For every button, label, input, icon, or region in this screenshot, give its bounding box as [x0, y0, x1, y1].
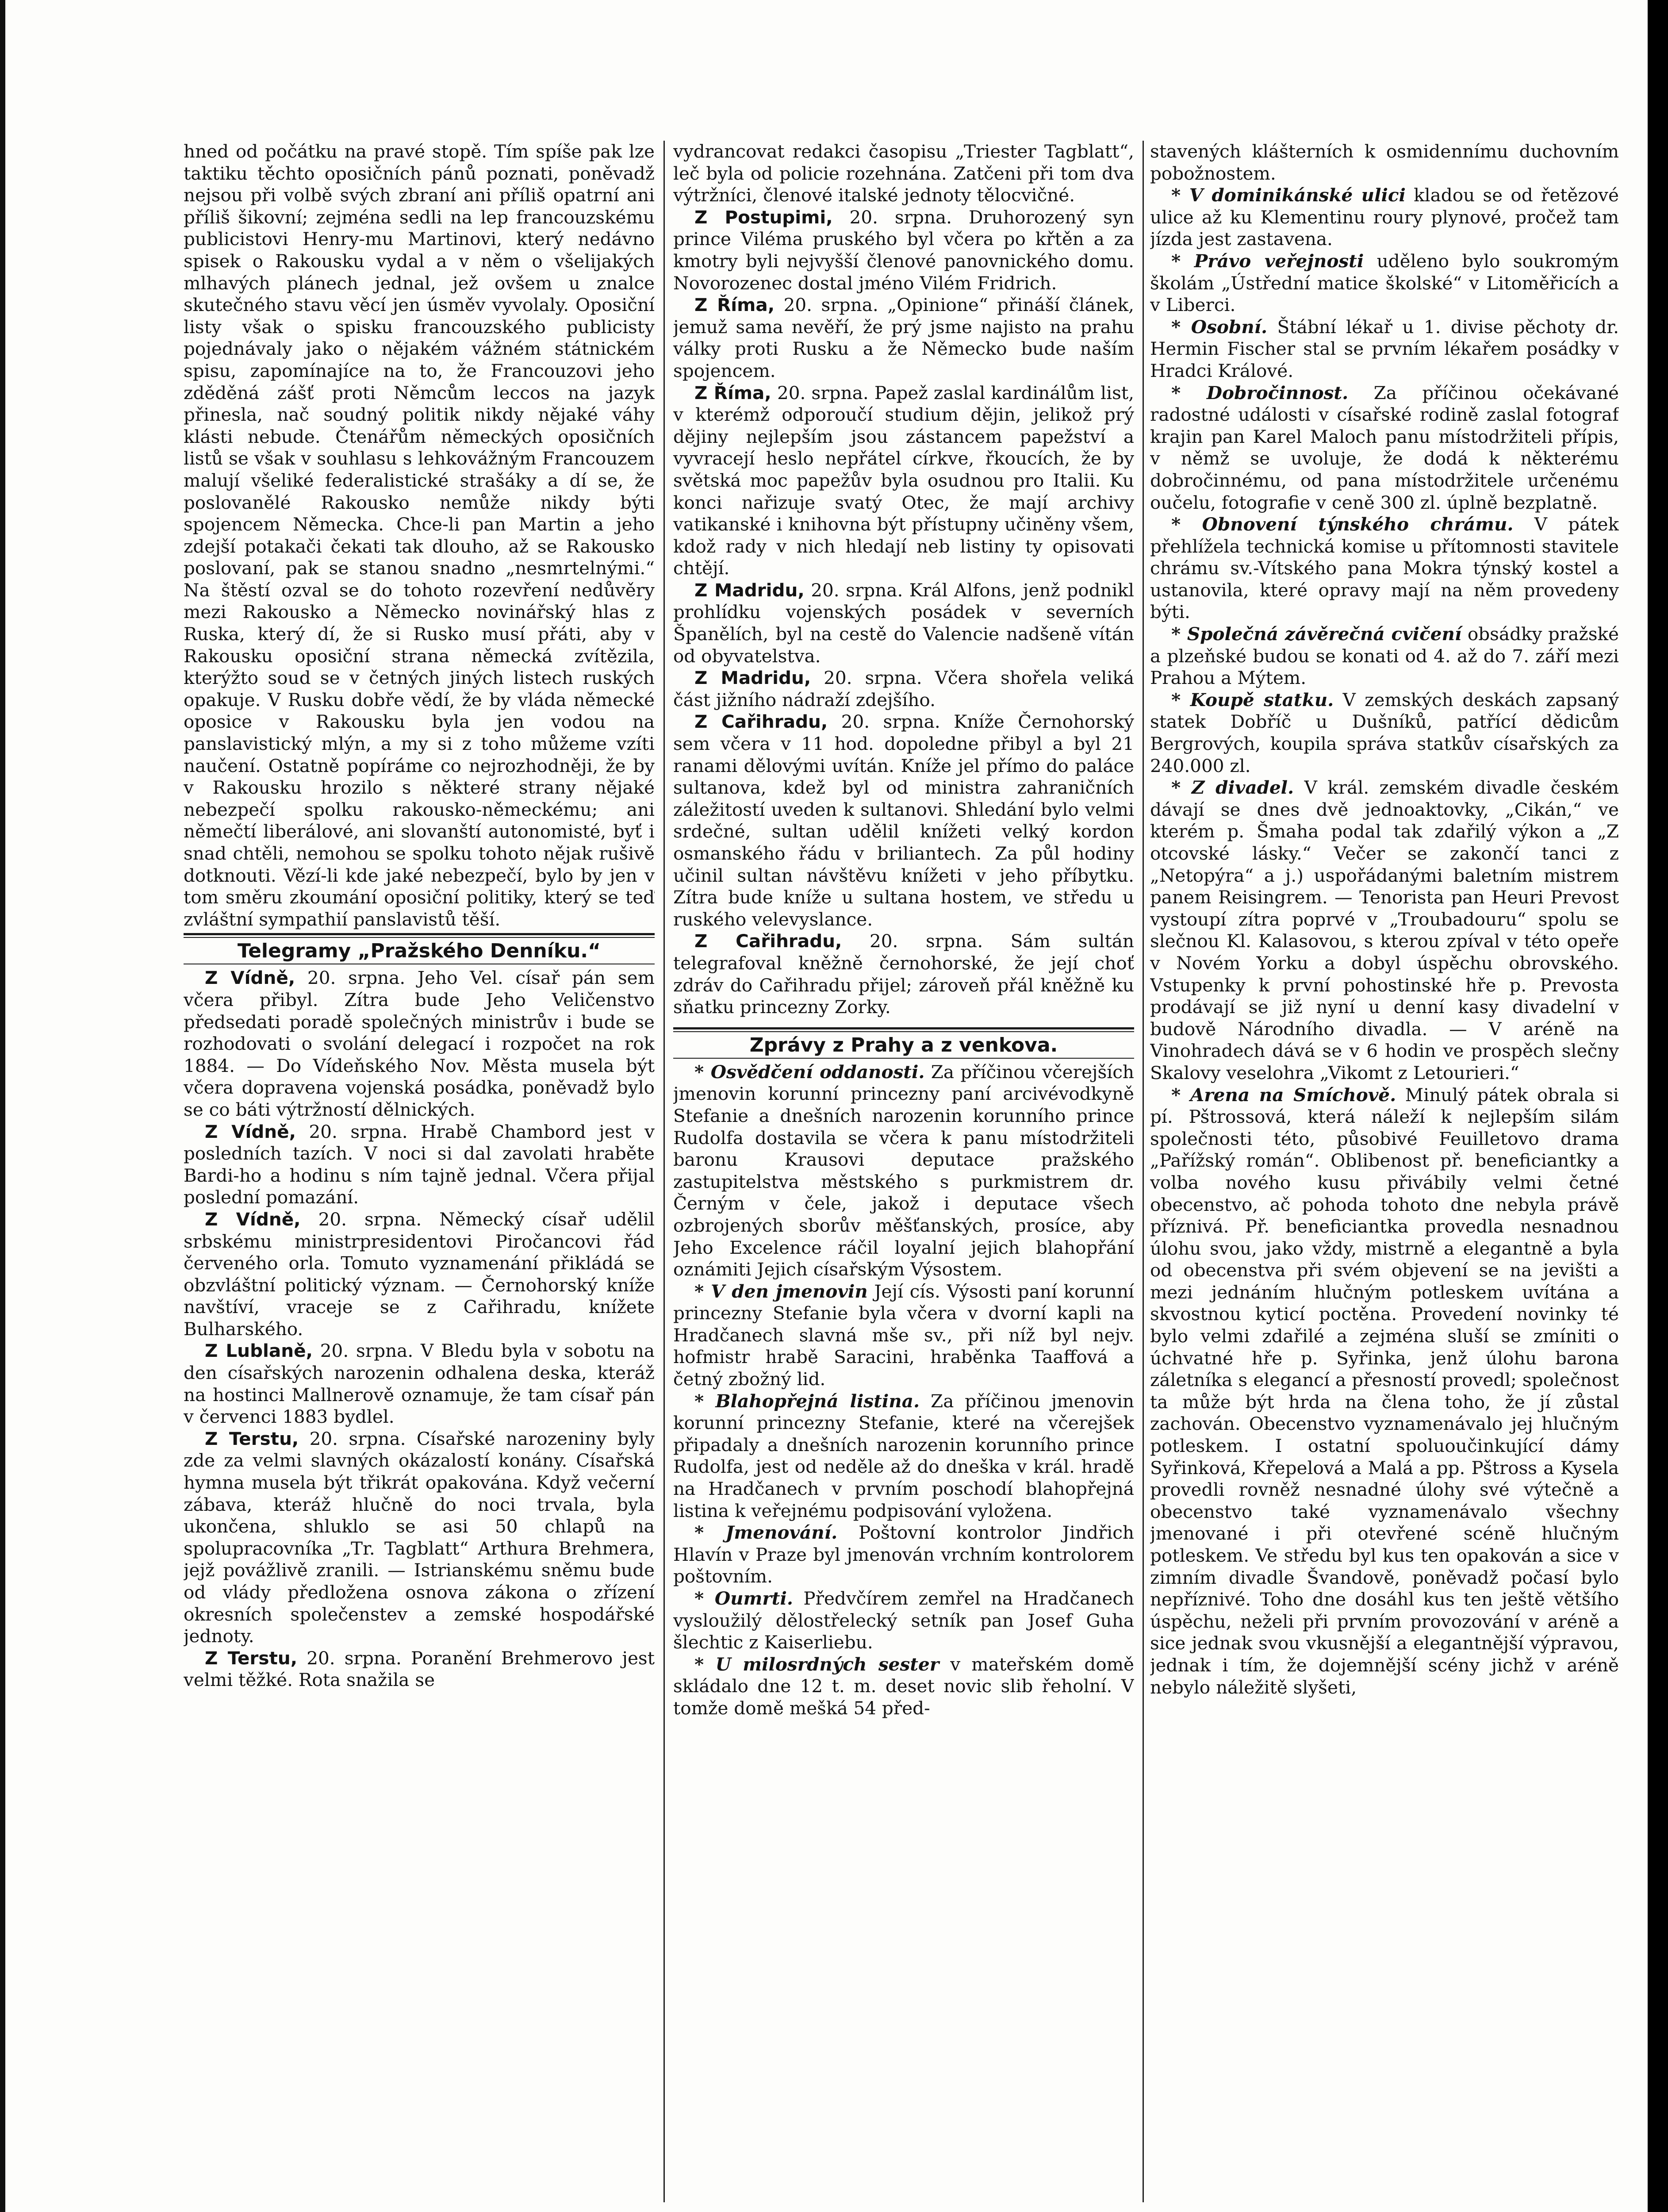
news-item-lead: * Oumrti.	[694, 1588, 793, 1609]
section-rule-bottom	[673, 1058, 1134, 1059]
news-item	[1150, 382, 1619, 514]
telegram-item	[673, 711, 1134, 930]
telegram-item-text: 20. srpna. Sám sultán telegrafoval kněžně černohorské, že její choť zdráv do Cařihradu přijel; zároveň přál kněžně ku sňatku princezny Zorky.	[673, 930, 1134, 1018]
news-item	[673, 1654, 1134, 1720]
scan-right-border	[1648, 0, 1668, 2212]
telegram-item	[184, 1340, 655, 1428]
telegram-item-text: 20. srpna. Německý císař udělil srbskému ministrpresidentovi Piročancovi řád červeného orla. Tomuto vyznamenání přikládá se obzvláštní politický význam. — Černohorský kníže navštíví, vraceje se z Cařihradu, knížete Bulharského.	[184, 1208, 655, 1340]
telegram-item-lead: Z Vídně,	[205, 1121, 296, 1142]
news-item-lead: * Blahopřejná listina.	[694, 1390, 920, 1412]
news-item	[1150, 250, 1619, 316]
news-item-lead: * Dobročinnost.	[1171, 382, 1349, 403]
local-news-list	[673, 1061, 1134, 1720]
scan-left-edge	[0, 0, 5, 2212]
news-item-lead: * Arena na Smíchově.	[1171, 1084, 1396, 1106]
telegram-item-lead: Z Cařihradu,	[694, 930, 842, 952]
telegram-item-lead: Z Vídně,	[205, 1208, 301, 1230]
telegram-item	[673, 667, 1134, 711]
news-item	[1150, 316, 1619, 382]
news-item-lead: * Osvědčení oddanosti.	[694, 1061, 925, 1083]
telegram-item	[184, 967, 655, 1121]
telegram-item-text: 20. srpna. Kníže Černohorský sem včera v 11 hod. dopoledne přibyl a byl 21 ranami dělovými uvítán. Kníže jel přímo do paláce sultanova, kdež byl od ministra zahraničních záležitostí uveden k sultanovi. Shledání bylo velmi srdečné, sultan udělil knížeti velký kordon osmanského řádu v briliantech. Za půl hodiny učinil sultan návštěvu knížeti v jeho příbytku. Zítra bude kníže u sultana hostem, ve středu u ruského velevyslance.	[673, 711, 1134, 930]
news-item	[1150, 184, 1619, 250]
news-item	[673, 1588, 1134, 1654]
telegram-list-continued	[673, 141, 1134, 1018]
telegram-item	[184, 1647, 655, 1691]
column-rule-1	[663, 141, 665, 2202]
telegrams-heading: Telegramy „Pražského Denníku.“	[237, 940, 601, 963]
column-3	[1150, 141, 1619, 2193]
telegram-item-text: 20. srpna. V Bledu byla v sobotu na den císařských narozenin odhalena deska, kteráž na hostinci Mallnerově oznamuje, že tam císař pán v červenci 1883 bydlel.	[184, 1340, 655, 1428]
telegram-item	[184, 1209, 655, 1340]
news-item-lead: * Jmenování.	[694, 1522, 838, 1544]
telegram-item-lead: Z Říma,	[694, 382, 771, 403]
news-item-text: kladou se od řetězové ulice až ku Klementinu roury plynové, pročež tam jízda jest zastavena.	[1150, 184, 1619, 250]
news-item-text: obsádky pražské a plzeňské budou se konati od 4. až do 7. září mezi Prahou a Mýtem.	[1150, 623, 1619, 689]
article-intro: hned od počátku na pravé stopě. Tím spíše pak lze taktiku těchto oposičních pánů poznati, poněvadž nejsou při volbě svých zbraní ani příliš opatrní ani příliš šikovní; zejména sedli na lep francouzskému publicistovi Henry-mu Martinovi, který nedávno spisek o Rakousku vydal a v něm o všelijakých mlhavých plánech jednal, jež ovšem u znalce skutečného stavu věcí jen úsměv vyvolaly. Oposiční listy však o spisku francouzského publicisty pojednávaly jako o nějakém vážném státnickém spisu, zapomínajíce na to, že Francouzovi jeho zděděná zášť proti Němcům leccos na jazyk přinesla, nač soudný politik nikdy nějaké váhy klásti nebude. Čtenářům německých oposičních listů se však v souhlasu s lehkovážným Francouzem malují všeliké federalistické strašáky a dí se, že poslovanělé Rakousko nemůže nikdy býti spojencem Německa. Chce-li pan Martin a jeho zdejší potakači čekati tak dlouho, až se Rakousko poslovaní, pak se stanou snadno „nesmrtelnými.“ Na štěstí ozval se do tohoto rozevření nedůvěry mezi Rakousko a Německo novinářský hlas z Ruska, který dí, že si Rusko musí přáti, aby v Rakousku oposiční strana německá zvítězila, kterýžto soud se v četných jiných listech ruských opakuje. V Rusku dobře vědí, že by vláda německé oposice v Rakousku byla jen vodou na panslavistický mlýn, a my si z toho můžeme vzíti naučení. Ostatně popíráme co nejrozhodněji, že by v Rakousku hrozilo s některé strany nějaké nebezpečí spolku rakousko-německému; ani němečtí liberálové, ani slovanští autonomisté, byť i snad chtěli, nemohou se spolku tohoto nějak rušivě dotknouti. Vězí-li kde jaké nebezpečí, bylo by jen v tom směru zkoumání oposiční politiky, který se teď zvláštní sympathií panslavistů těší.	[184, 141, 655, 930]
telegram-item-lead: Z Lublaně,	[205, 1340, 313, 1362]
news-item	[673, 1061, 1134, 1281]
news-item	[1150, 689, 1619, 777]
news-item-text: Štábní lékař u 1. divise pěchoty dr. Hermin Fischer stal se prvním lékařem posádky v Hradci Králové.	[1150, 316, 1619, 381]
news-item-text: Za příčinou včerejších jmenovin korunní princezny paní arcivévodkyně Stefanie a dnešních narozenin korunního prince Rudolfa dostavila se včera k panu místodržiteli baronu Krausovi deputace pražského zastupitelstva městského s purkmistrem dr. Černým v čele, jakož i deputace všech ozbrojených sborův měšťanských, prosíce, aby Jeho Excelence ráčil loyalní jejich blahopřání oznámiti Jejich císařským Výsostem.	[673, 1061, 1134, 1280]
news-item-text: Její cís. Výsosti paní korunní princezny Stefanie byla včera v dvorní kapli na Hradčanech slavná mše sv., při níž byl nejv. hofmistr hrabě Saracini, hraběnka Taaffová a četný zbožný lid.	[673, 1280, 1134, 1390]
telegram-item	[673, 294, 1134, 382]
news-item-lead: * Z divadel.	[1171, 777, 1294, 799]
news-item-text: Předvčírem zemřel na Hradčanech vysloužilý dělostřelecký setník pan Josef Guha šlechtic z Kaiserliebu.	[673, 1588, 1134, 1653]
news-item-lead: * Obnovení týnského chrámu.	[1171, 514, 1514, 535]
telegram-item-text: 20. srpna. Druhorozený syn prince Viléma pruského byl včera po křtěn a za kmotry byli nejvyšší členové panovnického domu. Novorozenec dostal jméno Vilém Fridrich.	[673, 206, 1134, 294]
news-item	[1150, 777, 1619, 1084]
news-item-text: v mateřském domě skládalo dne 12 t. m. deset novic slib řeholní. V tomže domě mešká 54 před-	[673, 1653, 1134, 1719]
column-2	[673, 141, 1134, 2193]
news-item-lead: * U milosrdných sester	[694, 1653, 939, 1675]
telegram-item-text: 20. srpna. Poranění Brehmerovo jest velmi těžké. Rota snažila se	[184, 1647, 655, 1691]
news-item	[1150, 514, 1619, 623]
news-item	[1150, 1084, 1619, 1699]
telegram-item-lead: Z Říma,	[694, 294, 775, 316]
news-item-text: Za příčinou jmenovin korunní princezny Stefanie, které na včerejšek připadaly a dnešních narozenin korunního prince Rudolfa, jest od neděle až do dneška v král. hradě na Hradčanech v prvním poschodí blahopřejná listina k veřejnému podpisování vyložena.	[673, 1390, 1134, 1521]
news-item-lead: * Osobní.	[1171, 316, 1268, 338]
telegram-item-lead: Z Vídně,	[205, 967, 295, 989]
news-item	[673, 1522, 1134, 1588]
news-item-lead: * V dominikánské ulici	[1171, 184, 1406, 206]
telegram-item-text: 20. srpna. Král Alfons, jenž podnikl prohlídku vojenských posádek v severních Španělích, byl na cestě do Valencie nadšeně vítán od obyvatelstva.	[673, 579, 1134, 667]
section-rule	[673, 1027, 1134, 1032]
telegram-item-text: 20. srpna. Jeho Vel. císař pán sem včera přibyl. Zítra bude Jeho Veličenstvo předsedati poradě společných ministrův i bude se rozhodovati o svolání delegací i rozpočet na rok 1884. — Do Vídeňského Nov. Města musela být včera dopravena vojenská posádka, poněvadž bylo se co báti výtržností dělnických.	[184, 967, 655, 1120]
telegram-item-lead: Z Madridu,	[694, 579, 805, 601]
news-item-text: Za příčinou očekávané radostné události v císařské rodině zaslal fotograf krajin pan Karel Maloch panu místodržiteli přípis, v němž se uvoluje, že dodá k některému dobročinnému, od pana místodržitele určenému oučelu, fotografie v ceně 300 zl. úplně bezplatně.	[1150, 382, 1619, 513]
telegram-item-lead: Z Postupimi,	[694, 206, 833, 228]
telegram-item-text: 20. srpna. Císařské narozeniny byly zde za velmi slavných okázalostí konány. Císařská hymna musela být třikrát opakována. Když večerní zábava, kteráž hlučně do noci trvala, byla ukončena, shluklo se asi 50 chlapů na spolupracovníka „Tr. Tagblatt“ Arthura Brehmera, jejž povážlivě zranili. — Istrianskému sněmu bude od vlády předložena osnova zákona o zřízení okresních společenstev a zemské hospodářské jednoty.	[184, 1428, 655, 1647]
telegram-item	[673, 141, 1134, 207]
telegram-item	[673, 930, 1134, 1018]
news-item-lead: * Společná závěrečná cvičení	[1171, 623, 1462, 645]
news-item	[1150, 141, 1619, 184]
news-item-text: V král. zemském divadle českém dávají se dnes dvě jednoaktovky, „Cikán,“ ve kterém p. Šmaha podal tak zdařilý výkon a „Z otcovské lásky.“ Večer se zakončí tanci z „Netopýra“ a j.) uspořádanými baletním mistrem panem Reisingrem. — Tenorista pan Heuri Prevost vystoupí zítra poprvé v „Troubadouru“ spolu se slečnou Kl. Kalasovou, s kterou zpíval v této opeře v Novém Yorku a dobyl úspěchu obrovského. Vstupenky k první pohostinské hře p. Prevosta prodávají se již nyní u denní kasy divadelní v budově Národního divadla. — V aréně na Vinohradech dává se v 6 hodin ve prospěch slečny Skalovy veselohra „Vikomt z Letourieri.“	[1150, 777, 1619, 1083]
telegram-item	[673, 580, 1134, 667]
local-news-heading: Zprávy z Prahy a z venkova.	[749, 1033, 1058, 1056]
column-1	[184, 141, 655, 2193]
news-item-text: Poštovní kontrolor Jindřich Hlavín v Praze byl jmenován vrchním kontrolorem poštovním.	[673, 1522, 1134, 1587]
news-item	[673, 1281, 1134, 1390]
telegram-list	[184, 967, 655, 1691]
telegram-item	[673, 207, 1134, 294]
telegram-item-text: 20. srpna. Včera shořela veliká část jižního nádraží zdejšího.	[673, 667, 1134, 710]
news-item	[1150, 623, 1619, 689]
column-rule-2	[1143, 141, 1144, 2202]
telegram-item	[184, 1121, 655, 1209]
telegram-item	[673, 382, 1134, 580]
telegram-item-text: 20. srpna. Hrabě Chambord jest v posledních tazích. V noci si dal zavolati hraběte Bardi-ho a hodinu s ním tajně jednal. Včera přijal poslední pomazání.	[184, 1121, 655, 1208]
news-item-text: uděleno bylo soukromým školám „Ústřední matice školské“ v Litoměřicích a v Liberci.	[1150, 250, 1619, 316]
telegram-item-text: 20. srpna. Papež zaslal kardinálům list, v kterémž odporoučí studium dějin, jelikož prý dějiny nejlepším jsou zástancem papežství a vyvracejí heslo nepřátel církve, řkoucích, že by světská moc papežův byla osudnou pro Italii. Ku konci nařizuje svatý Otec, že mají archivy vatikanské i knihovna být přístupny učiněny všem, kdož rady v nich hledají neb listiny ty opisovati chtějí.	[673, 382, 1134, 579]
news-item-text: stavených klášterních k osmidennímu duchovním pobožnostem.	[1150, 141, 1619, 184]
telegram-item-lead: Z Terstu,	[205, 1428, 299, 1449]
news-item-text: V pátek přehlížela technická komise u přítomnosti stavitele chrámu sv.-Vítského pana Mokra týnský kostel a ustanovila, které opravy mají na něm provedeny býti.	[1150, 514, 1619, 623]
telegram-item-lead: Z Cařihradu,	[694, 711, 828, 733]
news-item-lead: * Koupě statku.	[1171, 689, 1334, 710]
section-rule	[184, 933, 655, 938]
telegram-item	[184, 1428, 655, 1647]
telegram-item-lead: Z Madridu,	[694, 667, 811, 689]
local-news-list-continued	[1150, 141, 1619, 1698]
news-item-text: Minulý pátek obrala si pí. Pštrossová, která náleží k nejlepším silám společnosti této, působivé Feuilletovo drama „Pařížský román“. Oblibenost př. beneficiantky a volba nového kusu přivábily velmi četné obecenstvo, ač pohoda tohoto dne nebyla právě příznivá. Př. beneficiantka provedla nesnadnou úlohu svou, jako vždy, mistrně a elegantně a byla od obecenstva při svém objevení se na jevišti a mezi jednáním hlučným potleskem uvítána a skvostnou kyticí poctěna. Provedení novinky té bylo velmi zdařilé a zejména sluší se zmíniti o úchvatné hře p. Syřinka, jenž úlohu barona záletníka s elegancí a přesností provedl; společnost ta může být hrda na člena toho, že jí zůstal zachován. Obecenstvo vyznamenávalo jej hlučným potleskem. I ostatní spoluoučinkující dámy Syřinková, Křepelová a Malá a pp. Pštross a Kysela provedli rovněž nesnadné úlohy své výtečně a obecenstvo také vyznamenávalo všechny jmenované i při otevřené scéně hlučným potleskem. Ve středu byl kus ten opakován a sice v zimním divadle Švandově, poněvadž počasí bylo nepříznivé. Toho dne dosáhl kus ten ještě většího úspěchu, neželi při prvním provozování v aréně a sice jednak svou vkusnější a elegantnější výpravou, jednak i tím, že dojemnější scény jichž v aréně nebylo náležitě slyšeti,	[1150, 1084, 1619, 1698]
telegram-item-text: 20. srpna. „Opinione“ přináší článek, jemuž sama nevěří, že prý jsme najisto na prahu války proti Rusku a že Německo bude naším spojencem.	[673, 294, 1134, 381]
telegram-item-lead: Z Terstu,	[205, 1647, 298, 1669]
telegram-item-text: vydrancovat redakci časopisu „Triester Tagblatt“, leč byla od policie rozehnána. Zatčeni při tom dva výtržníci, členové italské jednoty tělocvičné.	[673, 141, 1134, 206]
news-item-text: V zemských deskách zapsaný statek Dobříč u Dušníků, patřící dědicům Bergrových, koupila správa statkův císařských za 240.000 zl.	[1150, 689, 1619, 776]
news-item-lead: * Právo veřejnosti	[1171, 250, 1364, 272]
news-item	[673, 1390, 1134, 1522]
news-item-lead: * V den jmenovin	[694, 1280, 868, 1302]
